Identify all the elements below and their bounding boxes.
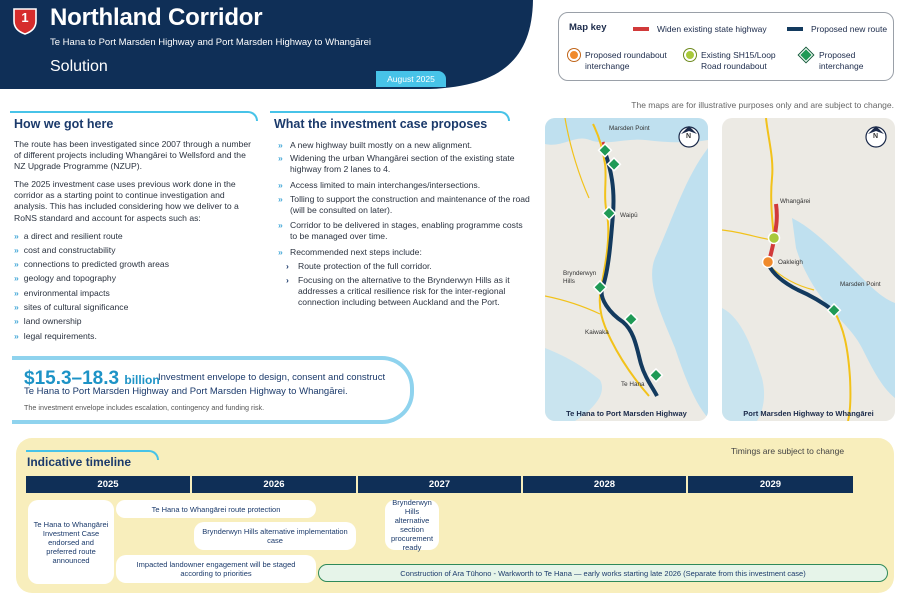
list-item: » land ownership (14, 316, 82, 326)
investment-note: The investment envelope includes escalation, contingency and funding risk. (24, 403, 265, 412)
list-item: » connections to predicted growth areas (14, 259, 170, 269)
date-badge: August 2025 (376, 71, 446, 87)
list-item: » cost and constructability (14, 245, 116, 255)
widen-swatch (633, 27, 649, 31)
map-2-caption: Port Marsden Highway to Whangārei (743, 409, 874, 418)
page-title: Northland Corridor (50, 4, 263, 31)
interchange-icon (799, 48, 813, 62)
new-route-swatch (787, 27, 803, 31)
list-item: » environmental impacts (14, 288, 110, 298)
timeline-heading: Indicative timeline (27, 455, 132, 469)
map-disclaimer: The maps are for illustrative purposes only and are subject to change. (631, 100, 894, 110)
list-item: » Widening the urban Whangārei section of the existing state highway from 2 lanes to 4. (278, 153, 515, 174)
map-te-hana-port-marsden (545, 118, 708, 421)
interchange-label: Proposed interchange (819, 50, 864, 71)
milestone-route-protection: Te Hana to Whangārei route protection (116, 500, 316, 518)
how-paragraph-2: The 2025 investment case uses previous work done in the corridor as a starting point to continue investigation and analysis. This has included considering how we deliver to a RoNS standard and account for aspects such as: (14, 179, 239, 223)
section-label: Solution (50, 58, 108, 75)
investment-description-2: Te Hana to Port Marsden Highway and Port Marsden Highway to Whangārei. (24, 386, 348, 397)
page-subtitle: Te Hana to Port Marsden Highway and Port Marsden Highway to Whangārei (50, 37, 372, 48)
existing-roundabout-label: Existing SH15/Loop Road roundabout (701, 50, 776, 71)
map-port-marsden-whangarei (722, 118, 895, 421)
list-item: › Route protection of the full corridor. (286, 261, 432, 271)
milestone-landowner: Impacted landowner engagement will be staged according to priorities (116, 555, 316, 583)
timeline (16, 438, 894, 593)
list-item: » Recommended next steps include: (278, 247, 422, 257)
list-item: » Corridor to be delivered in stages, enabling programme costs to be managed over time. (278, 220, 523, 241)
list-item: » geology and topography (14, 273, 117, 283)
map-label-te-hana: Te Hana (621, 381, 645, 388)
map-1-north-arrow: N (686, 133, 692, 140)
map-key (558, 12, 894, 81)
list-item: » legal requirements. (14, 331, 97, 341)
list-item: » Access limited to main interchanges/intersections. (278, 180, 481, 190)
map-label-marsden-point: Marsden Point (840, 281, 881, 288)
roundabout-icon (568, 49, 580, 61)
milestone-ara-tuhono: Construction of Ara Tūhono - Warkworth to Te Hana — early works starting late 2026 (Separate from this investment case) (318, 564, 888, 582)
milestone-bh-case: Brynderwyn Hills alternative implementation case (194, 522, 356, 550)
investment-amount: $15.3–18.3 billion (24, 368, 160, 389)
investment-callout (12, 356, 414, 424)
map-label-brynderwyn: Brynderwyn Hills (563, 270, 597, 285)
map-1-caption: Te Hana to Port Marsden Highway (566, 409, 687, 418)
how-heading: How we got here (14, 117, 114, 131)
milestone-endorsed: Te Hana to Whangārei Investment Case endorsed and preferred route announced (28, 500, 114, 584)
year-2025: 2025 (26, 476, 190, 493)
widen-label: Widen existing state highway (657, 24, 767, 34)
route-number: 1 (21, 10, 29, 25)
year-2029: 2029 (688, 476, 853, 493)
investment-description: Investment envelope to design, consent and construct (158, 372, 386, 383)
map-key-title: Map key (569, 22, 607, 33)
new-route-label: Proposed new route (811, 24, 888, 34)
year-2026: 2026 (192, 476, 356, 493)
map-label-oakleigh: Oakleigh (778, 259, 803, 266)
map-label-whangarei: Whangārei (780, 198, 811, 205)
map-2-north-arrow: N (873, 133, 879, 140)
list-item: » Tolling to support the construction and maintenance of the road (will be consulted on later). (278, 194, 530, 215)
map-label-kaiwaka: Kaiwaka (585, 329, 609, 336)
case-heading: What the investment case proposes (274, 117, 488, 131)
map-label-waipu: Waipū (620, 212, 638, 219)
list-item: » a direct and resilient route (14, 231, 123, 241)
roundabout-label: Proposed roundabout interchange (585, 50, 667, 71)
list-item: › Focusing on the alternative to the Brynderwyn Hills as it addresses a critical resilience risk for the inter-regional connection including between Auckland and the Port. (286, 275, 510, 307)
year-2027: 2027 (358, 476, 521, 493)
existing-roundabout-icon (684, 49, 696, 61)
list-item: » A new highway built mostly on a new alignment. (278, 140, 472, 150)
list-item: » sites of cultural significance (14, 302, 129, 312)
milestone-bh-procurement: Brynderwyn Hills alternative section procurement ready (385, 500, 439, 550)
map-label-marsden-point: Marsden Point (609, 125, 650, 132)
year-2028: 2028 (523, 476, 686, 493)
how-paragraph-1: The route has been investigated since 2007 through a number of different projects including Whangārei to Wellsford and the NZ Upgrade Programme (NZUP). (14, 139, 251, 172)
timeline-note: Timings are subject to change (731, 446, 845, 456)
map-2-graphic (722, 118, 895, 421)
